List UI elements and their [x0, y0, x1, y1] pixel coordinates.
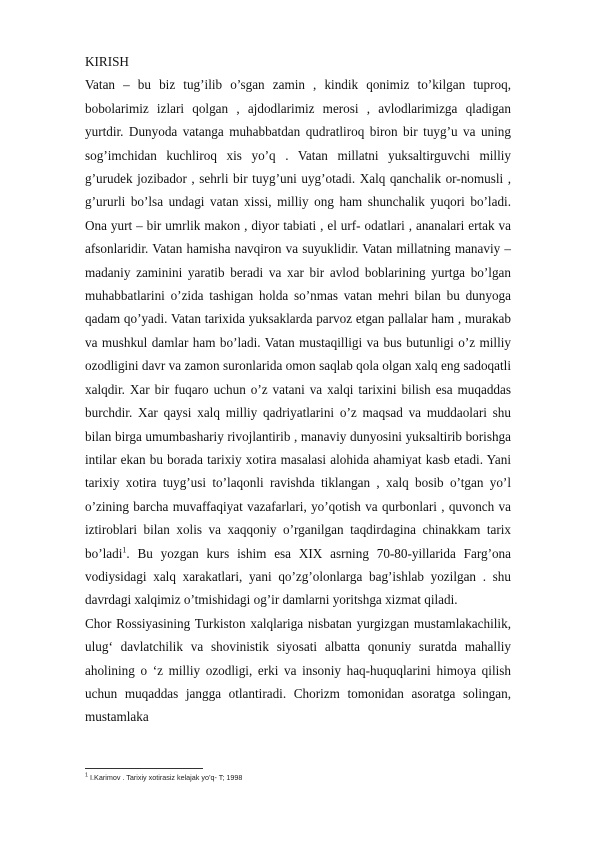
footnote-divider: [85, 768, 203, 769]
paragraph-intro-text: Vatan – bu biz tug’ilib o’sgan zamin , kindik qonimiz to’kilgan tuproq, bobolarimiz izlari qolgan , ajdodlarimiz merosi , avlodlarimizga qladigan yurtdir. Dunyoda vatanga muhabbatdan qudratliroq biron bir tuyg’u va uning sog’imchidan kuchliroq xis yo’q . Vatan millatni yuksaltirguvchi milliy g’urudek jozibador , sehrli bir tuyg’uni uyg’otadi. Xalq qanchalik or-nomusli , g’ururli bo’lsa undagi vatan xissi, milliy ong ham shunchalik yuqori bo’ladi. Ona yurt – bir umrlik makon , diyor tabiati , el urf- odatlari , ananalari ertak va afsonlaridir. Vatan hamisha navqiron va suyuklidir. Vatan millatning manaviy –madaniy zaminini yaratib beradi va xar bir avlod boblarining yurtga bo’lgan muhabbatlarini o’zida tashigan holda so’nmas vatan mehri bilan bu dunyoga qadam qo’yadi. Vatan tarixida yuksaklarda parvoz etgan pallalar ham , murakab va mushkul damlar ham bo’ladi. Vatan mustaqilligi va bus butunligi o’z milliy ozodligini davr va zamon suronlarida omon saqlab qola olgan xalq eng sadoqatli xalqdir. Xar bir fuqaro uchun o’z vatani va xalqi tarixini bilish esa muqaddas burchdir. Xar qaysi xalq milliy qadriyatlarini o’z maqsad va muddaolari shu bilan birga umumbashariy rivojlantirib , manaviy dunyosini yuksaltirib borishga intilar ekan bu borada tarixiy xotira masalasi alohida ahamiyat kasb etadi. Yani tarixiy xotira tuyg’usi to’laqonli ravishda tiklangan , xalq bosib o’tgan yo’l o’zining barcha muvaffaqiyat vazafarlari, yo’qotish va qurbonlari , quvonch va iztiroblari bilan xolis va xaqqoniy o’rganilgan taqdirdagina chinakkam tarix bo’ladi: [85, 77, 511, 561]
section-heading: KIRISH: [85, 54, 129, 69]
paragraph-chor-rossiyasi: Chor Rossiyasining Turkiston xalqlariga nisbatan yurgizgan mustamlakachilik, ulug‘ davlatchilik va shovinistik siyosati albatta qonuniy suratda mahalliy aholining o ‘z milliy ozodligi, erki va insoniy haq-huquqlarini himoya qilish uchun muqaddas jangga otlantiradi. Chorizm tomonidan asoratga solingan, mustamlaka: [85, 615, 511, 725]
paragraph-intro: [85, 73, 511, 611]
footnote: [85, 773, 511, 783]
footnote-reference[interactable]: 1: [122, 545, 127, 555]
footnote-marker: 1: [85, 772, 89, 779]
document-body: [85, 50, 511, 729]
paragraph-intro-continuation: . Bu yozgan kurs ishim esa XIX asrning 70-80-yillarida Farg’ona vodiysidagi xalq xarakatlari, yani qo’zg’olonlarga bag’ishlab yozilgan . shu davrdagi xalqimiz o’tmishidagi og’ir damlarni yoritshga xizmat qiladi.: [85, 545, 511, 608]
footnote-text: I.Karimov . Tarixiy xotirasiz kelajak yo’q- T; 1998: [88, 773, 243, 782]
